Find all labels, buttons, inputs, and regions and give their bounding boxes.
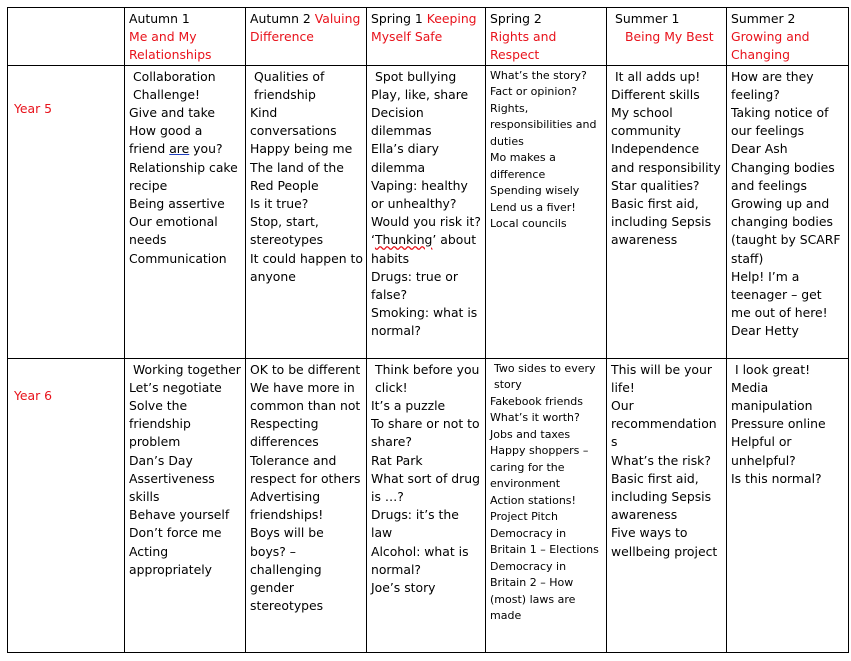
term-label: Spring 2 — [490, 11, 542, 26]
topic-cell — [246, 358, 367, 652]
term-label: Autumn 1 — [129, 11, 190, 26]
topic-item: Communication — [129, 250, 227, 266]
topic-cell — [367, 65, 486, 358]
topic-item: Rights, responsibilities and duties — [490, 101, 597, 148]
topic-item: Drugs: true or false? — [371, 268, 458, 303]
topic-item: ‘Thunking’ about habits — [371, 232, 477, 266]
curriculum-table — [7, 7, 849, 653]
topic-cell — [246, 65, 367, 358]
topic-item: Two sides to every story — [494, 361, 596, 392]
topic-item: Is it true? — [250, 196, 309, 212]
topic-item: Spending wisely — [490, 184, 580, 198]
topic-item: What’s the risk? — [611, 452, 711, 468]
topic-item: Collaboration Challenge! — [133, 68, 216, 102]
topic-item: Boys will be boys? – challenging gender stereotypes — [250, 525, 324, 614]
topic-item: Decision dilemmas — [371, 105, 432, 139]
theme-label: Growing and Changing — [731, 29, 810, 63]
topic-item: Happy shoppers – caring for the environment — [490, 444, 589, 491]
topic-item: Fakebook friends — [490, 394, 584, 408]
term-label: Summer 1 — [615, 11, 680, 26]
header-cell-autumn1 — [125, 8, 246, 66]
topic-item: Would you risk it? — [371, 214, 481, 230]
year-row — [8, 358, 849, 652]
year-label-cell — [8, 358, 125, 652]
topic-item: Being assertive — [129, 196, 225, 212]
topic-item: Qualities of friendship — [254, 68, 325, 102]
topic-item: Dear Hetty — [731, 323, 799, 339]
topic-item: Dan’s Day — [129, 452, 193, 468]
topic-item: Spot bullying — [375, 68, 457, 84]
topic-cell — [125, 358, 246, 652]
topic-item: It could happen to anyone — [250, 250, 363, 284]
topic-item: Our emotional needs — [129, 214, 218, 248]
topic-item: Acting appropriately — [129, 543, 212, 577]
topic-item: To share or not to share? — [371, 416, 480, 450]
year-label-cell — [8, 65, 125, 358]
topic-item: Let’s negotiate — [129, 379, 222, 395]
topic-item: Basic first aid, including Sepsis awareness — [611, 470, 712, 523]
header-cell-summer1 — [607, 8, 727, 66]
topic-item: Fact or opinion? — [490, 85, 578, 99]
topic-item: What’s it worth? — [490, 411, 580, 425]
topic-item: Vaping: healthy or unhealthy? — [371, 177, 468, 212]
year-row — [8, 65, 849, 358]
header-row — [8, 8, 849, 66]
topic-item: Our recommendations — [611, 398, 717, 450]
theme-label: Me and My Relationships — [129, 29, 212, 63]
topic-cell — [607, 65, 727, 358]
topic-item: Don’t force me — [129, 525, 222, 541]
header-cell-spring2 — [486, 8, 607, 66]
topic-item: Star qualities? — [611, 177, 700, 193]
year-label: Year 5 — [14, 100, 53, 116]
topic-item: We have more in common than not — [250, 379, 361, 414]
theme-label: Being My Best — [625, 29, 714, 45]
topic-item: Taking notice of our feelings — [731, 105, 829, 139]
topic-item: Help! I’m a teenager – get me out of here! — [731, 268, 828, 321]
topic-item: Working together — [133, 361, 241, 377]
topic-item: Mo makes a difference — [490, 151, 556, 181]
topic-item: Dear Ash — [731, 141, 788, 157]
topic-item: Is this normal? — [731, 470, 822, 486]
topic-item: Give and take — [129, 105, 215, 121]
topic-cell — [125, 65, 246, 358]
topic-item: Ella’s diary dilemma — [371, 141, 439, 175]
topic-cell — [727, 65, 849, 358]
header-cell-empty — [8, 8, 125, 66]
topic-item: What sort of drug is …? — [371, 470, 480, 505]
topic-cell — [607, 358, 727, 652]
topic-item: Independence and responsibility — [611, 141, 721, 175]
topic-cell — [486, 65, 607, 358]
topic-item: Assertiveness skills — [129, 470, 215, 505]
header-cell-autumn2 — [246, 8, 367, 66]
theme-label: Valuing Difference — [250, 11, 361, 45]
header-cell-spring1 — [367, 8, 486, 66]
topic-cell — [727, 358, 849, 652]
topic-item: Lend us a fiver! — [490, 200, 576, 214]
topic-item: Media manipulation — [731, 379, 813, 414]
topic-item: Helpful or unhelpful? — [731, 434, 796, 468]
topic-item: Joe’s story — [371, 580, 436, 596]
topic-cell — [486, 358, 607, 652]
topic-item: I look great! — [735, 361, 811, 377]
topic-item: Drugs: it’s the law — [371, 507, 459, 541]
topic-item: Think before you click! — [375, 361, 480, 395]
topic-item: Respecting differences — [250, 416, 319, 450]
header-cell-summer2 — [727, 8, 849, 66]
topic-item: Play, like, share — [371, 86, 469, 102]
term-label: Summer 2 — [731, 11, 796, 26]
topic-item: Happy being me — [250, 141, 353, 157]
topic-item: This will be your life! — [611, 361, 712, 395]
topic-item: How are they feeling? — [731, 68, 814, 102]
topic-item: OK to be different — [250, 361, 361, 377]
topic-item: Advertising friendships! — [250, 489, 324, 523]
term-label: Autumn 2 — [250, 11, 311, 26]
topic-item: How good a friend are you? — [129, 123, 223, 157]
topic-item: Democracy in Britain 1 – Elections — [490, 526, 599, 557]
topic-item: My school community — [611, 105, 681, 139]
topic-item: Alcohol: what is normal? — [371, 543, 469, 577]
topic-item: Action stations! — [490, 493, 576, 507]
topic-item: Pressure online — [731, 416, 826, 432]
topic-item: Relationship cake recipe — [129, 159, 238, 193]
topic-item: Behave yourself — [129, 507, 230, 523]
topic-item: Smoking: what is normal? — [371, 305, 478, 339]
topic-item: Democracy in Britain 2 – How (most) laws are made — [490, 559, 576, 623]
term-label: Spring 1 — [371, 11, 423, 26]
topic-item: It all adds up! — [615, 68, 701, 84]
topic-item: Changing bodies and feelings — [731, 159, 835, 193]
topic-item: Solve the friendship problem — [129, 398, 191, 450]
topic-item: Rat Park — [371, 452, 423, 468]
topic-item: Different skills — [611, 86, 700, 102]
topic-item: Growing up and changing bodies (taught by SCARF staff) — [731, 196, 841, 266]
topic-item: Stop, start, stereotypes — [250, 214, 324, 248]
topic-item: Local councils — [490, 217, 567, 231]
topic-cell — [367, 358, 486, 652]
topic-item: It’s a puzzle — [371, 398, 446, 414]
theme-label: Rights and Respect — [490, 29, 557, 63]
topic-item: Basic first aid, including Sepsis awareness — [611, 196, 712, 248]
topic-item: The land of the Red People — [250, 159, 344, 193]
topic-item: Tolerance and respect for others — [250, 452, 361, 486]
topic-item: Jobs and taxes — [490, 427, 571, 441]
topic-item: Project Pitch — [490, 510, 558, 524]
topic-item: What’s the story? — [490, 68, 587, 82]
year-label: Year 6 — [14, 387, 53, 403]
theme-label: Keeping Myself Safe — [371, 11, 477, 45]
topic-item: Five ways to wellbeing project — [611, 525, 718, 559]
topic-item: Kind conversations — [250, 105, 337, 139]
